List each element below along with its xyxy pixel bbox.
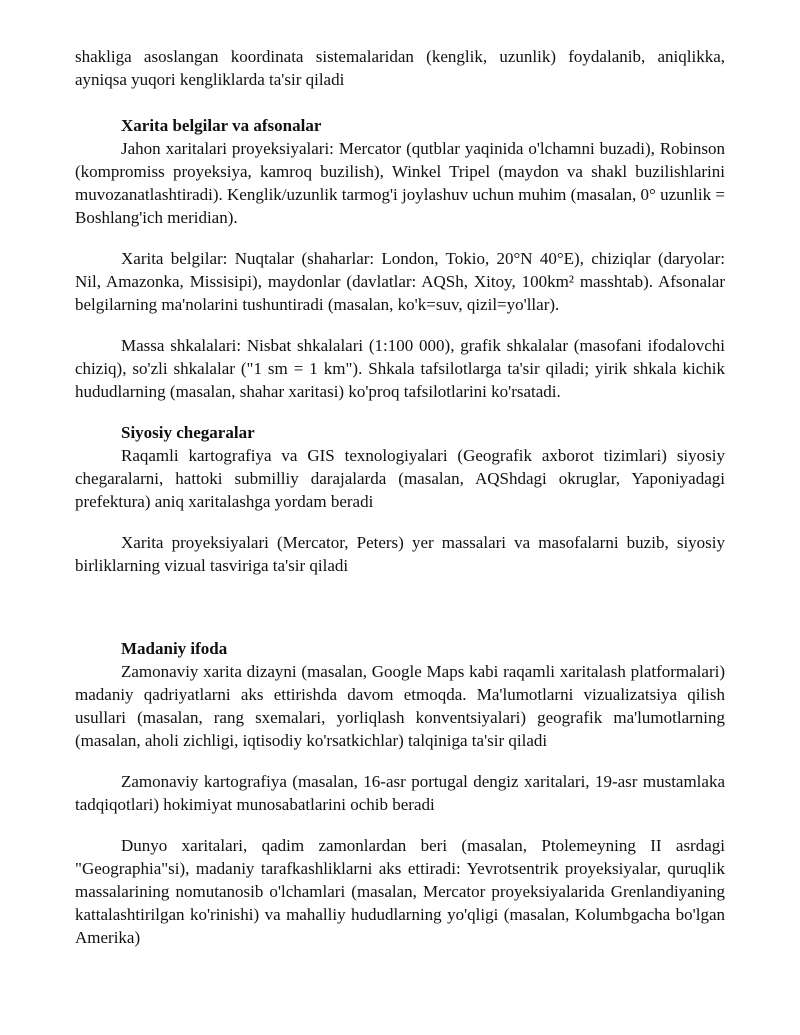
paragraph-modern-cartography: Zamonaviy kartografiya (masalan, 16-asr portugal dengiz xaritalari, 19-asr mustamlaka tadqiqotlari) hokimiyat munosabatlarini ochib beradi [75,772,725,814]
paragraph-projection-distortion: Xarita proyeksiyalari (Mercator, Peters) yer massalari va masofalarni buzib, siyosiy birliklarning vizual tasviriga ta'sir qiladi [75,533,725,575]
spacer [75,752,725,770]
paragraph-world-maps: Dunyo xaritalari, qadim zamonlardan beri (masalan, Ptolemeyning II asrdagi "Geographia"si), madaniy tarafkashliklarni aks ettiradi: Yevrotsentrik proyeksiyalar, quruqlik massalarining nomutanosib o'lchamlari (masalan, Mercator proyeksiyalarida Grenlandiyaning kattalashtirilgan ko'rinishi) va mahalliy hududlarning yo'qligi (masalan, Kolumbgacha bo'lgan Amerika) [75,836,725,947]
intro-paragraph: shakliga asoslangan koordinata sistemalaridan (kenglik, uzunlik) foydalanib, aniqlikka, ayniqsa yuqori kengliklarda ta'sir qiladi [75,47,725,89]
spacer [75,816,725,834]
section-heading-map-symbols: Xarita belgilar va afsonalar [121,116,322,135]
spacer [75,91,725,114]
spacer [75,316,725,334]
spacer [75,403,725,421]
spacer [75,229,725,247]
spacer [75,513,725,531]
paragraph-modern-design: Zamonaviy xarita dizayni (masalan, Google Maps kabi raqamli xaritalash platformalari) madaniy qadriyatlarni aks ettirishda davom etmoqda. Ma'lumotlarni vizualizatsiya qilish usullari (masalan, rang sxemalari, yorliqlash konventsiyalari) geografik ma'lumotlarning (masalan, aholi zichligi, iqtisodiy ko'rsatkichlar) talqiniga ta'sir qiladi [75,662,725,750]
spacer [75,577,725,637]
paragraph-projections: Jahon xaritalari proyeksiyalari: Mercator (qutblar yaqinida o'lchamni buzadi), Robinson (kompromiss proyeksiya, kamroq buzilish), Winkel Tripel (maydon va shakl buzilishlarini muvozanatlashtiradi). Kenglik/uzunlik tarmog'i joylashuv uchun muhim (masalan, 0° uzunlik = Boshlang'ich meridian). [75,139,725,227]
document-page [75,45,725,949]
section-heading-political-borders: Siyosiy chegaralar [121,423,255,442]
paragraph-gis: Raqamli kartografiya va GIS texnologiyalari (Geografik axborot tizimlari) siyosiy chegaralarni, hattoki submilliy darajalarda (masalan, AQShdagi okruglar, Yaponiyadagi prefektura) aniq xaritalashga yordam beradi [75,446,725,511]
paragraph-scales: Massa shkalalari: Nisbat shkalalari (1:100 000), grafik shkalalar (masofani ifodalovchi chiziq), so'zli shkalalar ("1 sm = 1 km"). Shkala tafsilotlarga ta'sir qiladi; yirik shkala kichik hududlarning (masalan, shahar xaritasi) ko'proq tafsilotlarini ko'rsatadi. [75,336,725,401]
section-heading-cultural-expression: Madaniy ifoda [121,639,228,658]
paragraph-map-symbols: Xarita belgilar: Nuqtalar (shaharlar: London, Tokio, 20°N 40°E), chiziqlar (daryolar: Nil, Amazonka, Missisipi), maydonlar (davlatlar: AQSh, Xitoy, 100km² masshtab). Afsonalar belgilarning ma'nolarini tushuntiradi (masalan, ko'k=suv, qizil=yo'llar). [75,249,725,314]
